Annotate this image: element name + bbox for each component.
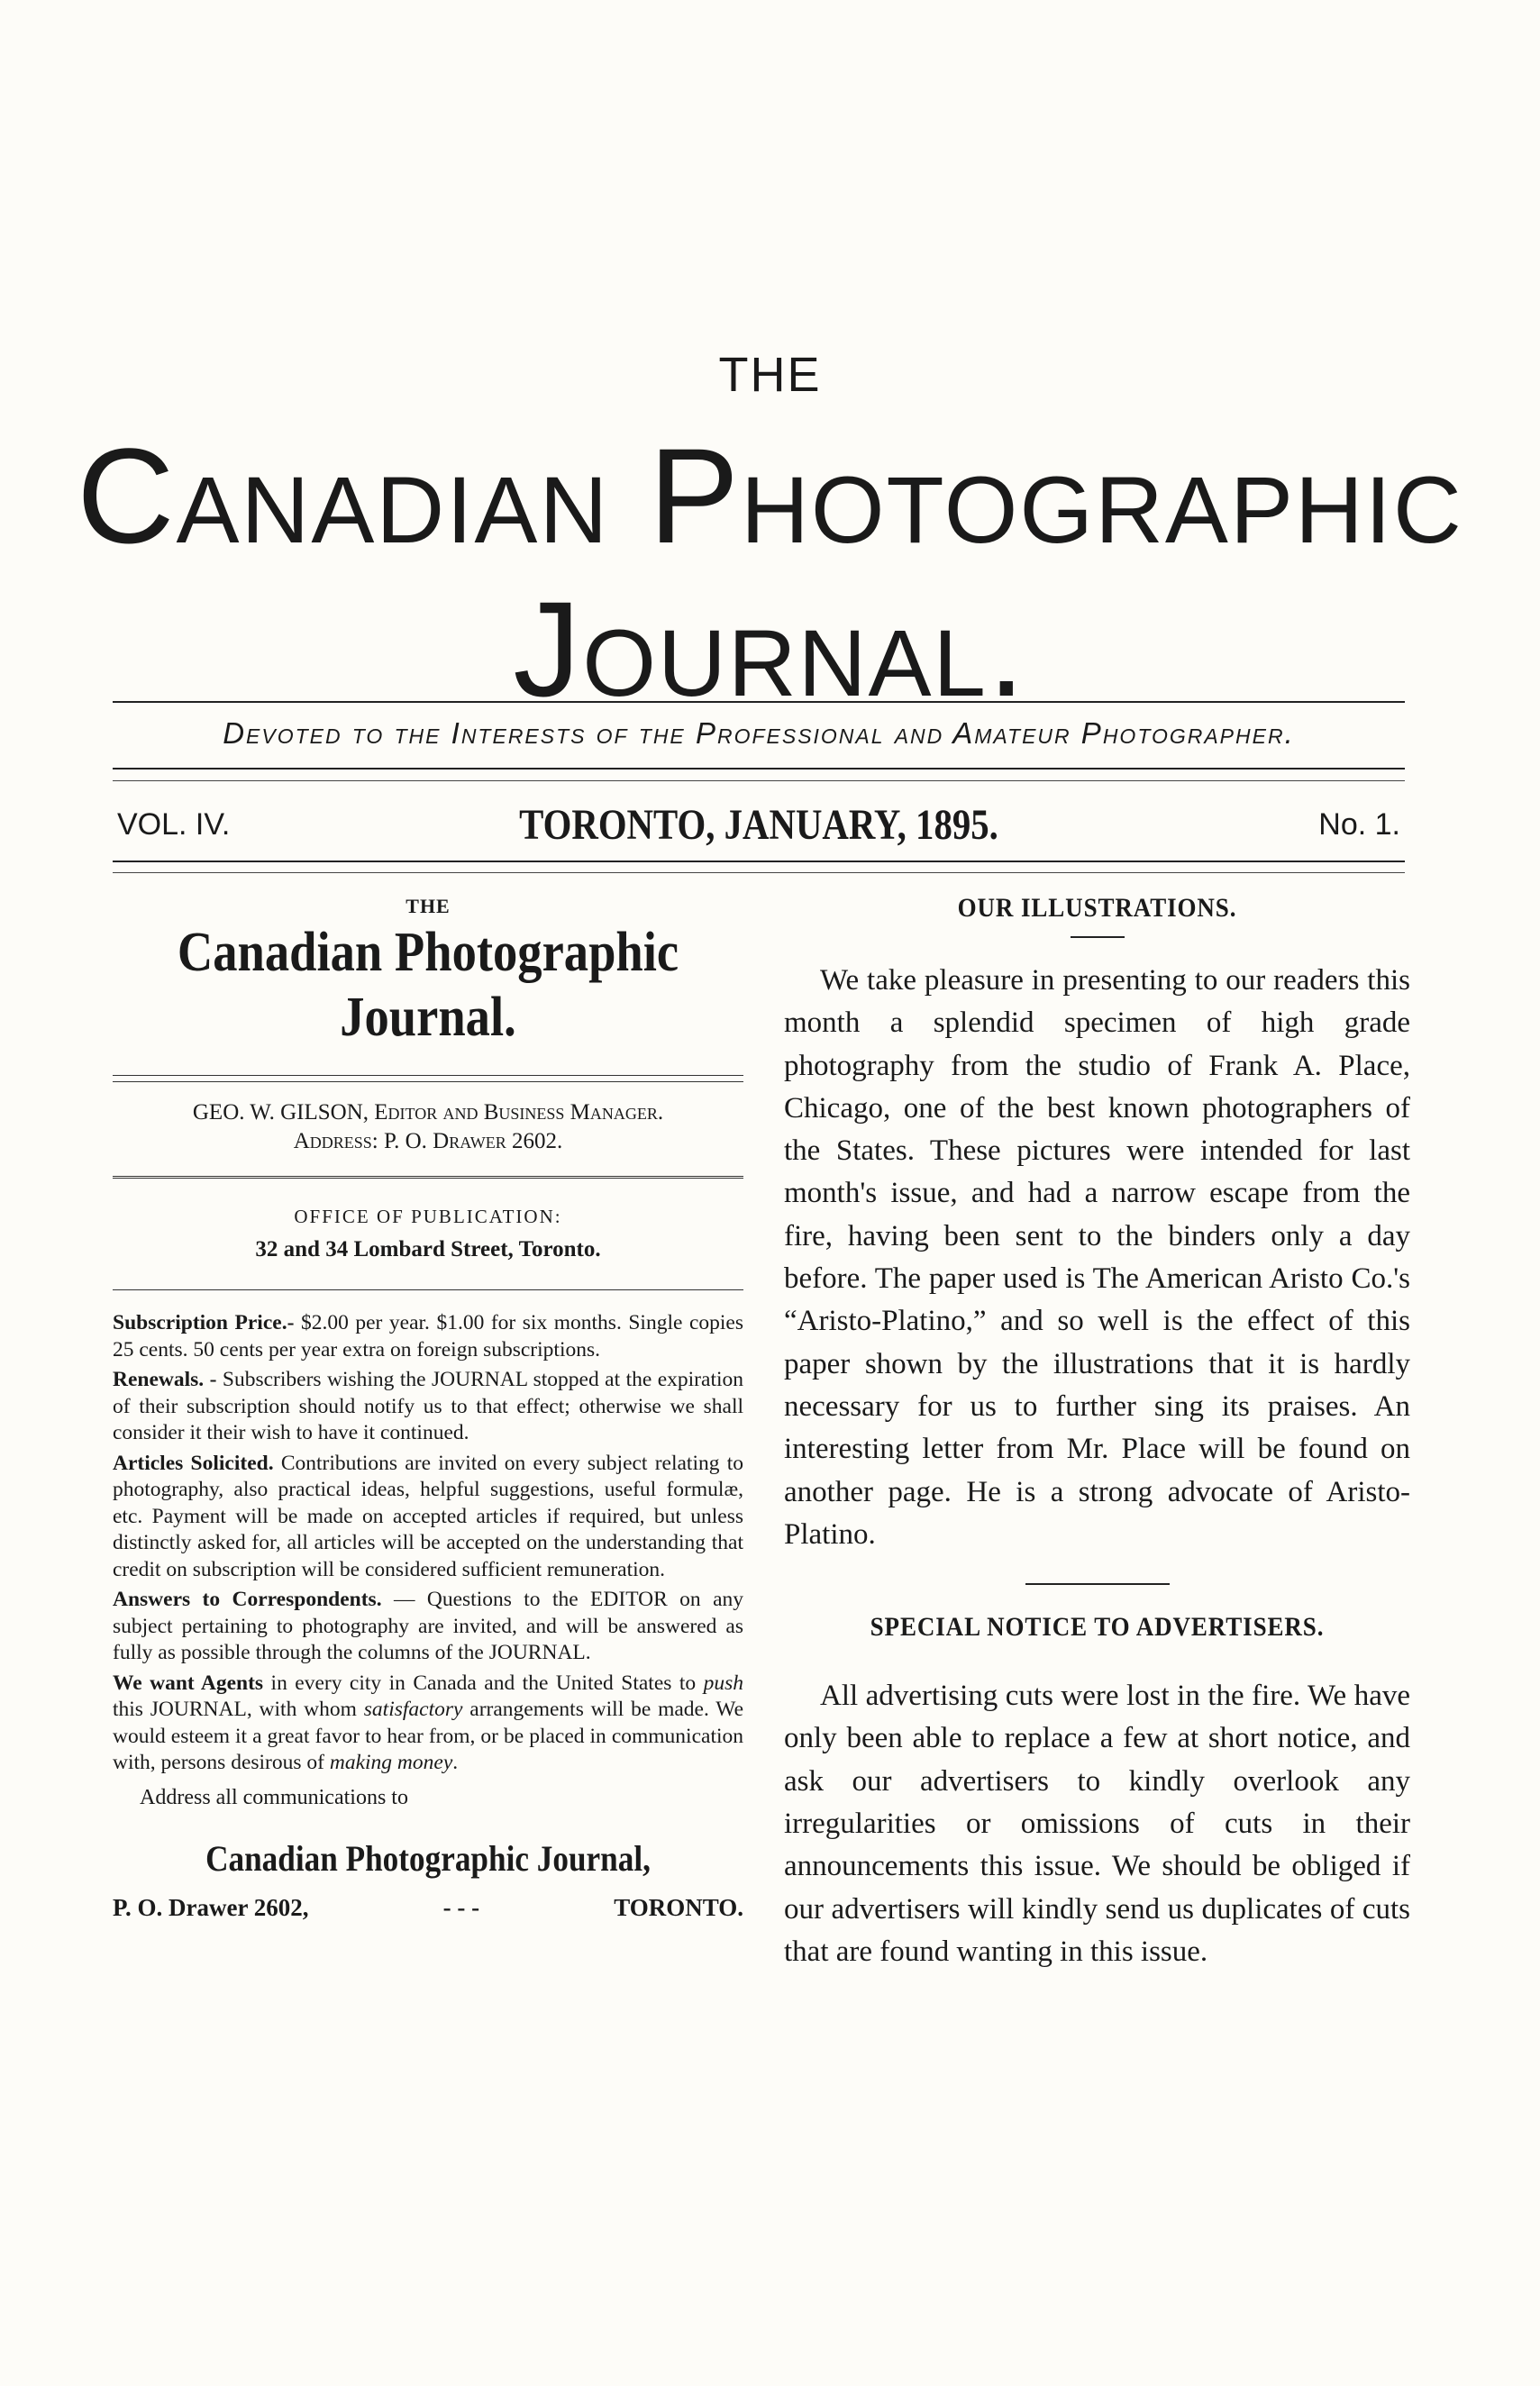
masthead-rule-5: [113, 872, 1405, 873]
masthead-title-line2: Journal.: [513, 573, 1027, 724]
notice-head: Renewals. -: [113, 1368, 217, 1391]
heading-special-notice: SPECIAL NOTICE TO ADVERTISERS.: [870, 1612, 1325, 1643]
special-notice-body: All advertising cuts were lost in the fire. We have only been able to replace a few at short notice, and ask our advertisers to kindly overlook any irregularities or omissions of cuts in their announcements this issue. We should be obliged if our advertisers will kindly send us duplicates of cuts that are found wanting in this issue.: [784, 1680, 1410, 1968]
left-the: THE: [406, 895, 451, 917]
notice-renewals: [113, 1367, 743, 1447]
left-rule-1: [113, 1075, 743, 1076]
drawer-dashes: - - -: [442, 1893, 480, 1921]
notice-text: $2.00 per year. $1.00 for six months. Single copies 25 cents. 50 cents per year extra on foreign subscriptions.: [113, 1311, 743, 1361]
masthead-motto: Devoted to the Interests of the Professional and Amateur Photographer.: [223, 716, 1295, 750]
notice-head: Subscription Price.-: [113, 1311, 295, 1334]
drawer-city: TORONTO.: [614, 1893, 743, 1921]
address-line: Address: P. O. Drawer 2602.: [293, 1129, 563, 1153]
notice-em: satisfactory: [363, 1698, 463, 1721]
editor-line: GEO. W. GILSON, Editor and Business Manager.: [192, 1100, 664, 1125]
heading-our-illustrations: OUR ILLUSTRATIONS.: [957, 893, 1237, 923]
left-rule-4: [113, 1289, 743, 1290]
notice-em: push: [703, 1671, 743, 1695]
notice-text: .: [452, 1751, 459, 1774]
drawer-line: [113, 1894, 743, 1922]
heading-rule: [1071, 936, 1125, 938]
right-column: [784, 888, 1410, 1973]
notice-subscription: [113, 1310, 743, 1363]
notice-text: arrangements will be made. We would esteem it a great favor to hear from, or be placed in communication with, persons desirous of: [113, 1698, 743, 1774]
section-rule: [1025, 1583, 1170, 1585]
left-title: Canadian Photographic Journal.: [177, 922, 679, 1048]
masthead-title-line1: Canadian Photographic: [77, 420, 1463, 571]
notice-text: this JOURNAL, with whom: [113, 1698, 364, 1721]
notice-text: in every city in Canada and the United States to: [263, 1671, 704, 1695]
notice-text: — Questions to the EDITOR on any subject pertaining to photography are invited, and will be answered as fully as possible through the columns of the JOURNAL.: [113, 1588, 743, 1664]
cpj-name: Canadian Photographic Journal,: [205, 1837, 651, 1879]
left-rule-3: [113, 1176, 743, 1179]
notice-head: Answers to Correspondents.: [113, 1588, 382, 1611]
volume-label: VOL. IV.: [117, 807, 231, 842]
issue-date: TORONTO, JANUARY, 1895.: [519, 801, 998, 849]
notice-em: making money: [329, 1751, 453, 1774]
office-label: OFFICE OF PUBLICATION:: [294, 1206, 562, 1227]
notices: [113, 1310, 743, 1922]
notice-agents: [113, 1671, 743, 1777]
drawer-address: P. O. Drawer 2602,: [113, 1893, 309, 1921]
masthead-rule-3: [113, 780, 1405, 781]
notice-head: We want Agents: [113, 1671, 264, 1695]
masthead-rule-2: [113, 768, 1405, 770]
left-column: [113, 888, 743, 1922]
notice-text: Subscribers wishing the JOURNAL stopped at the expiration of their subscription should notify us to that effect; otherwise we shall consider it their wish to have it continued.: [113, 1368, 743, 1444]
address-all: Address all communications to: [140, 1785, 408, 1809]
illustrations-body: We take pleasure in presenting to our readers this month a splendid specimen of high grade photography from the studio of Frank A. Place, Chicago, one of the best known photographers of the States. These pictures were intended for last month's issue, and had a narrow escape from the fire, having been sent to the binders only a day before. The paper used is The American Aristo Co.'s “Aristo-Platino,” and so well is the effect of this paper shown by the illustrations that it is hardly necessary for us to further sing its praises. An interesting letter from Mr. Place will be found on another page. He is a strong advocate of Aristo-Platino.: [784, 964, 1410, 1551]
volume-row: [113, 800, 1405, 854]
masthead-rule-top: [113, 701, 1405, 703]
notice-text: Contributions are invited on every subject relating to photography, also practical ideas, helpful suggestions, useful formulæ, etc. Payment will be made on accepted articles if required, but unless distinctly asked for, all articles will be accepted on the understanding that credit on subscription will be considered sufficient remuneration.: [113, 1451, 743, 1581]
notice-articles: [113, 1451, 743, 1584]
notice-head: Articles Solicited.: [113, 1451, 274, 1475]
masthead-rule-4: [113, 861, 1405, 862]
masthead-the: THE: [718, 348, 822, 402]
notice-answers: [113, 1587, 743, 1667]
office-street: 32 and 34 Lombard Street, Toronto.: [255, 1237, 601, 1261]
issue-number: No. 1.: [1318, 807, 1400, 842]
left-rule-2: [113, 1081, 743, 1082]
